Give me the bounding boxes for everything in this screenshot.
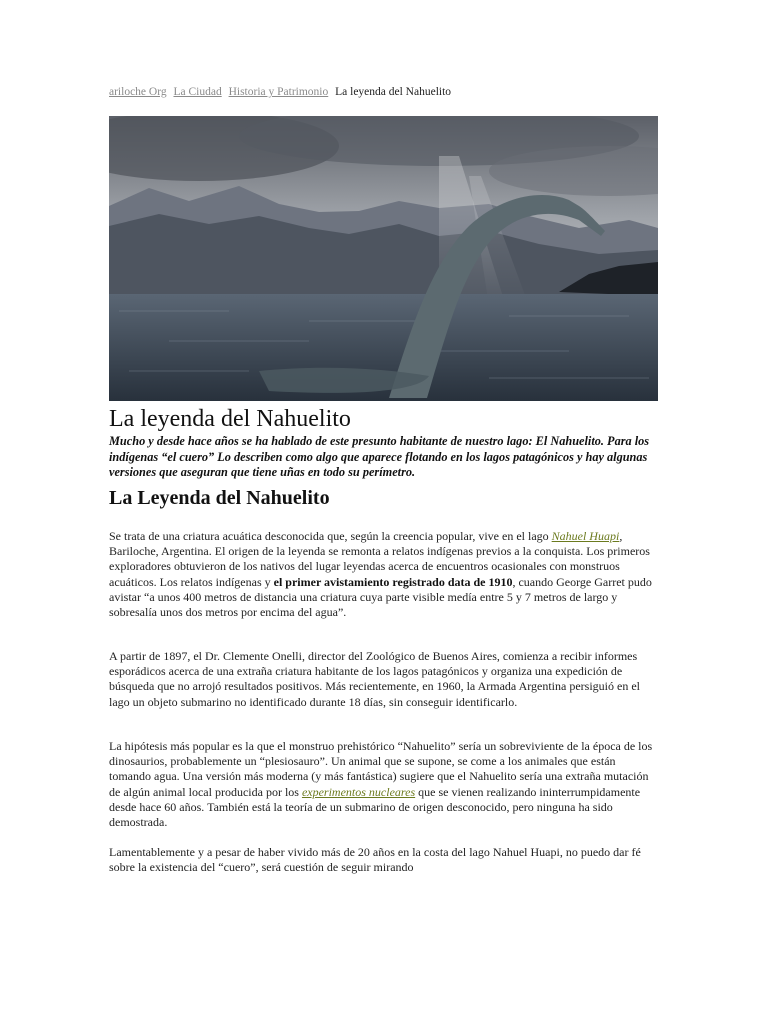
article-lead: Mucho y desde hace años se ha hablado de este presunto habitante de nuestro lago: El Nahuelito. Para los indígenas “el cuero” Lo describen como algo que aparece flotando en los lagos patagónicos y hay algunas versiones que aseguran que tiene uñas en todo su perímetro. <box>109 434 650 479</box>
paragraph-1-text-b: , Bariloche, Argentina. El origen de la leyenda se remonta a relatos indígenas previos a la conquista. Los primeros exploradores obtuvieron de los nativos del lugar leyendas acerca de encuentros ocasionales con monstruos acuáticos. Los relatos indígenas y <box>109 529 650 589</box>
paragraph-2: A partir de 1897, el Dr. Clemente Onelli, director del Zoológico de Buenos Aires, comienza a recibir informes esporádicos acerca de una extraña criatura habitante de los lagos patagónicos y organiza una expedición de búsqueda que no arrojó resultados positivos. Más recientemente, en 1960, la Armada Argentina persiguió en el lago un objeto submarino no identificado durante 18 días, sin conseguir identificarlo. <box>109 649 640 709</box>
nahuel-huapi-link[interactable]: Nahuel Huapi <box>551 529 620 543</box>
paragraph-3-text-a: La hipótesis más popular es la que el monstruo prehistórico “Nahuelito” sería un sobreviviente de la época de los dinosaurios, probablemente un “plesiosauro”. Un animal que se supone, se come a los animales que están tomando agua. Una versión más moderna (y más fantástica) sugiere que el Nahuelito sería una extraña mutación de algún animal local producida por los <box>109 739 653 799</box>
paragraph-1 <box>109 529 659 620</box>
paragraph-1-bold: el primer avistamiento registrado data de 1910 <box>273 574 513 589</box>
breadcrumb-link-home[interactable]: ariloche Org <box>109 86 167 98</box>
paragraph-1-text-a: Se trata de una criatura acuática desconocida que, según la creencia popular, vive en el lago <box>109 529 552 543</box>
paragraph-1-text-c: , cuando George Garret pudo avistar “a unos 400 metros de distancia una criatura cuya parte visible medía entre 5 y 7 metros de largo y sobresalía unos dos metros por encima del agua”. <box>109 574 652 620</box>
breadcrumb-link-historia[interactable]: Historia y Patrimonio <box>228 86 329 98</box>
paragraph-3-text-b: que se vienen realizando ininterrumpidamente desde hace 60 años. También está la teoría de un submarino de origen desconocido, pero ninguna ha sido demostrada. <box>109 784 641 830</box>
experimentos-nucleares-link[interactable]: experimentos nucleares <box>301 784 416 799</box>
section-heading: La Leyenda del Nahuelito <box>109 487 330 509</box>
breadcrumb-link-la-ciudad[interactable]: La Ciudad <box>173 86 222 98</box>
breadcrumb <box>109 86 451 98</box>
paragraph-4: Lamentablemente y a pesar de haber vivido más de 20 años en la costa del lago Nahuel Huapi, no puedo dar fé sobre la existencia del “cuero”, será cuestión de seguir mirando <box>109 845 641 875</box>
paragraph-3 <box>109 739 659 830</box>
breadcrumb-current: La leyenda del Nahuelito <box>335 86 452 98</box>
hero-image <box>109 116 658 401</box>
article-title: La leyenda del Nahuelito <box>109 406 351 432</box>
